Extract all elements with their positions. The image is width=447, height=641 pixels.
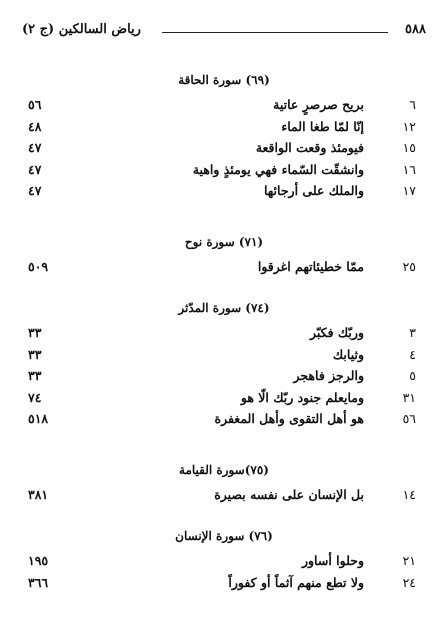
verse-entry bbox=[22, 137, 426, 159]
page-reference: ٤٧ bbox=[28, 140, 42, 155]
verse-number: ١٤ bbox=[402, 487, 416, 502]
verse-number: ١٢ bbox=[402, 118, 416, 134]
verse-entry bbox=[22, 484, 426, 506]
page-reference: ٤٨ bbox=[28, 118, 42, 134]
verse-number: ٢٤ bbox=[402, 574, 416, 590]
page-reference: ٣٦٦ bbox=[28, 574, 49, 590]
verse-text: ولا تطع منهم آثماً أو كفوراً bbox=[228, 574, 364, 590]
page-reference: ٤٧ bbox=[28, 161, 42, 177]
verse-text: ومايعلم جنود ربّك الّا هو bbox=[240, 389, 364, 405]
page-reference: ١٩٥ bbox=[28, 553, 49, 568]
header-rule bbox=[162, 32, 388, 33]
surah-section bbox=[22, 526, 426, 593]
verse-number: ٢١ bbox=[402, 553, 416, 568]
verse-number: ٦ bbox=[409, 97, 416, 112]
surah-title: (٧١) سورة نوح bbox=[184, 235, 264, 249]
page-reference: ٣٣ bbox=[28, 325, 42, 340]
verse-text: فيومئذ وقعت الواقعة bbox=[255, 140, 364, 155]
verse-text: بل الإنسان على نفسه بصيرة bbox=[214, 487, 364, 502]
verse-number: ٢٥ bbox=[402, 259, 416, 274]
page-reference: ٤٧ bbox=[28, 183, 42, 198]
verse-entry bbox=[22, 365, 426, 387]
surah-section bbox=[22, 298, 426, 430]
verse-text: وحلوا أساور bbox=[301, 553, 364, 568]
verse-text: والرجز فاهجر bbox=[293, 368, 364, 383]
page-reference: ٣٣ bbox=[28, 346, 42, 362]
verse-entry bbox=[22, 572, 426, 594]
page-reference: ٥٠٩ bbox=[28, 259, 49, 274]
book-title: رياض السالكين (ج ٢) bbox=[22, 22, 141, 37]
surah-section bbox=[22, 460, 426, 506]
verse-text: ممّا خطيئاتهم اغرقوا bbox=[257, 259, 364, 274]
surah-section bbox=[22, 70, 426, 202]
verse-entry bbox=[22, 408, 426, 430]
verse-entry bbox=[22, 550, 426, 572]
verse-number: ١٧ bbox=[402, 183, 416, 198]
verse-entry bbox=[22, 159, 426, 181]
verse-number: ٤ bbox=[409, 346, 416, 362]
verse-number: ١٥ bbox=[402, 140, 416, 155]
surah-title: (٧٦) سورة الإنسان bbox=[175, 529, 273, 543]
verse-entry bbox=[22, 322, 426, 344]
surah-section bbox=[22, 232, 426, 278]
verse-number: ٣ bbox=[409, 325, 416, 340]
verse-text: والملك على أرجائها bbox=[263, 183, 364, 198]
page-reference: ٥١٨ bbox=[28, 411, 49, 426]
page-number: ٥٨٨ bbox=[405, 22, 426, 37]
verse-text: وانشقّت السّماء فهي يومئذٍ واهية bbox=[192, 161, 364, 177]
page-reference: ٣٣ bbox=[28, 368, 42, 383]
page-reference: ٧٤ bbox=[28, 389, 42, 405]
verse-entry bbox=[22, 116, 426, 138]
verse-entry bbox=[22, 94, 426, 116]
verse-entry bbox=[22, 180, 426, 202]
verse-text: هو أهل التقوى وأهل المغفرة bbox=[214, 411, 364, 426]
surah-title: (٧٥)سورة القيامة bbox=[179, 463, 269, 477]
verse-text: إنّا لمّا طغا الماء bbox=[281, 118, 364, 134]
page-reference: ٣٨١ bbox=[28, 487, 49, 502]
verse-text: بريح صرصرٍ عاتية bbox=[273, 97, 364, 112]
verse-number: ٣١ bbox=[402, 389, 416, 405]
verse-text: وربّك فكبّر bbox=[310, 325, 364, 340]
page-reference: ٥٦ bbox=[28, 97, 42, 112]
verse-entry bbox=[22, 344, 426, 366]
verse-text: وثيابك bbox=[332, 346, 364, 362]
verse-number: ٥ bbox=[409, 368, 416, 383]
verse-number: ٥٦ bbox=[402, 411, 416, 426]
surah-title: (٧٤) سورة المدّثر bbox=[178, 301, 270, 315]
verse-entry bbox=[22, 256, 426, 278]
page-header bbox=[22, 22, 426, 42]
surah-title: (٦٩) سورة الحاقة bbox=[178, 73, 270, 87]
verse-entry bbox=[22, 387, 426, 409]
verse-number: ١٦ bbox=[402, 161, 416, 177]
